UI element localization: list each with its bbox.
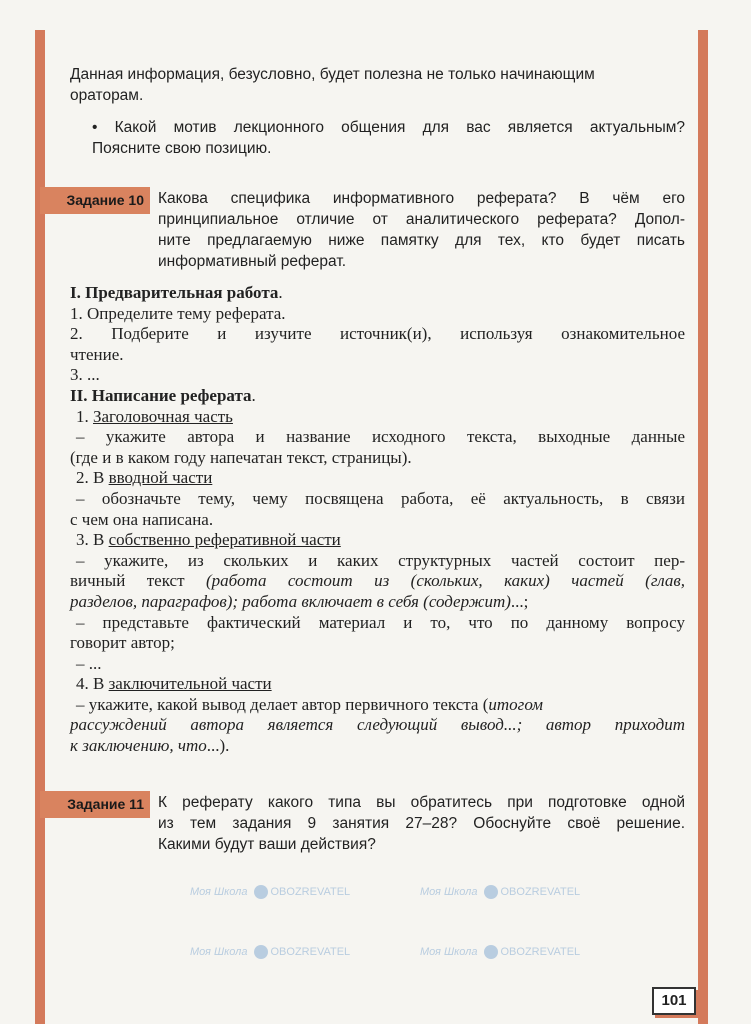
watermark-text: OBOZREVATEL [500,886,581,898]
memo-item: 1. Определите тему реферата. [70,303,286,323]
memo-text: – укажите, какой вывод делает автор первичного текста ( [76,694,489,714]
left-border-bar [35,30,45,1024]
memo-italic: итогом [488,694,544,714]
memo: I. Предварительная работа. 1. Определите тему реферата. 2. Подберите и изучите источник(и), используя ознакомительное чтение. 3. ... II. Написание реферата. 1. Заголовочная часть – укажите автора и название исходного текста, выходные данные (где и в каком году напечатан текст, страницы). 2. В вводной части – обозначьте тему, чему посвящена работа, её актуальность, в связи с чем она написана. 3. В собственно реферативной части – укажите, из скольких и каких структурных частей состоит пер- вичный текст (работа состоит из (скольких, каких) частей (глав, разделов, параграфов); работа включает в себя (содержит)...; – представьте фактический материал и то, что по данному вопросу говорит автор; – ... 4. В заключительной части – укажите, какой вывод делает автор первичного текста (итогом рассуждений автора является следующий вывод...; автор приходит к заключению, что...). [70,283,685,756]
memo-italic: рассуждений автора является следующий вывод...; автор приходит [70,715,685,735]
watermark [190,945,350,959]
watermark-logo-icon [484,945,498,959]
task-line: принципиальное отличие от аналитического реферата? Допол- [158,211,685,228]
watermark-text: Моя Школа [420,886,478,898]
memo-line: (где и в каком году напечатан текст, страницы). [70,447,412,467]
part-title: собственно реферативной части [108,530,341,550]
memo-line: – ... [76,653,102,673]
memo-line: – укажите, из скольких и каких структурных частей состоит пер- [76,550,685,570]
watermark-text: OBOZREVATEL [270,886,351,898]
memo-line: – представьте фактический материал и то, что по данному вопросу [76,612,685,632]
item-num: 4. В [76,674,109,694]
intro-paragraph [70,64,685,106]
section-title: II. Написание реферата [70,385,252,405]
part-title: заключительной части [108,674,272,694]
watermark [190,885,350,899]
task-line: К реферату какого типа вы обратитесь при подготовке одной [158,794,685,811]
memo-line: говорит автор; [70,633,175,653]
task-line: Какова специфика информативного реферата? В чём его [158,190,685,207]
watermark [420,945,580,959]
memo-item: чтение. [70,344,124,364]
page-number: 101 [652,987,696,1015]
memo-line: – укажите автора и название исходного текста, выходные данные [76,427,685,447]
memo-item: 3. ... [70,365,100,385]
bullet-line: Поясните свою позицию. [92,140,272,157]
watermark-logo-icon [254,885,268,899]
watermark-text: OBOZREVATEL [500,946,581,958]
memo-text: вичный текст [70,571,206,591]
memo-italic: к заключению, что [70,736,207,756]
memo-line: – обозначьте тему, чему посвящена работа, её актуальность, в связи [76,488,685,508]
watermark-text: Моя Школа [190,946,248,958]
memo-text: ...). [206,736,230,756]
watermark-text: Моя Школа [420,946,478,958]
bullet-question [92,117,685,159]
watermark-text: OBOZREVATEL [270,946,351,958]
task-line: ните предлагаемую ниже памятку для тех, кто будет писать [158,232,685,249]
task-line: из тем задания 9 занятия 27–28? Обоснуйте своё решение. [158,815,685,832]
task-10-text [158,188,685,272]
task-11-text [158,792,685,855]
task-line: Какими будут ваши действия? [158,836,376,853]
right-border-bar [698,30,708,1024]
item-num: 1. [76,406,93,426]
item-num: 2. В [76,468,109,488]
intro-line: Данная информация, безусловно, будет полезна не только начинающим [70,66,595,83]
intro-line: ораторам. [70,87,144,104]
memo-italic: разделов, параграфов); работа включает в себя (содержит) [70,591,511,611]
memo-text: ...; [510,591,529,611]
task-10-label: Задание 10 [40,187,150,214]
part-title: Заголовочная часть [93,406,233,426]
task-line: информативный реферат. [158,253,347,270]
watermark-logo-icon [484,885,498,899]
section-title: I. Предварительная работа [70,283,279,302]
watermark [420,885,580,899]
part-title: вводной части [108,468,213,488]
task-11-label: Задание 11 [40,791,150,818]
memo-italic: (работа состоит из (скольких, каких) частей (глав, [205,571,685,591]
watermark-text: Моя Школа [190,886,248,898]
watermark-logo-icon [254,945,268,959]
memo-line: с чем она написана. [70,509,214,529]
bullet-line: • Какой мотив лекционного общения для вас является актуальным? [92,119,685,136]
item-num: 3. В [76,530,109,550]
memo-item: 2. Подберите и изучите источник(и), используя ознакомительное [70,324,685,344]
